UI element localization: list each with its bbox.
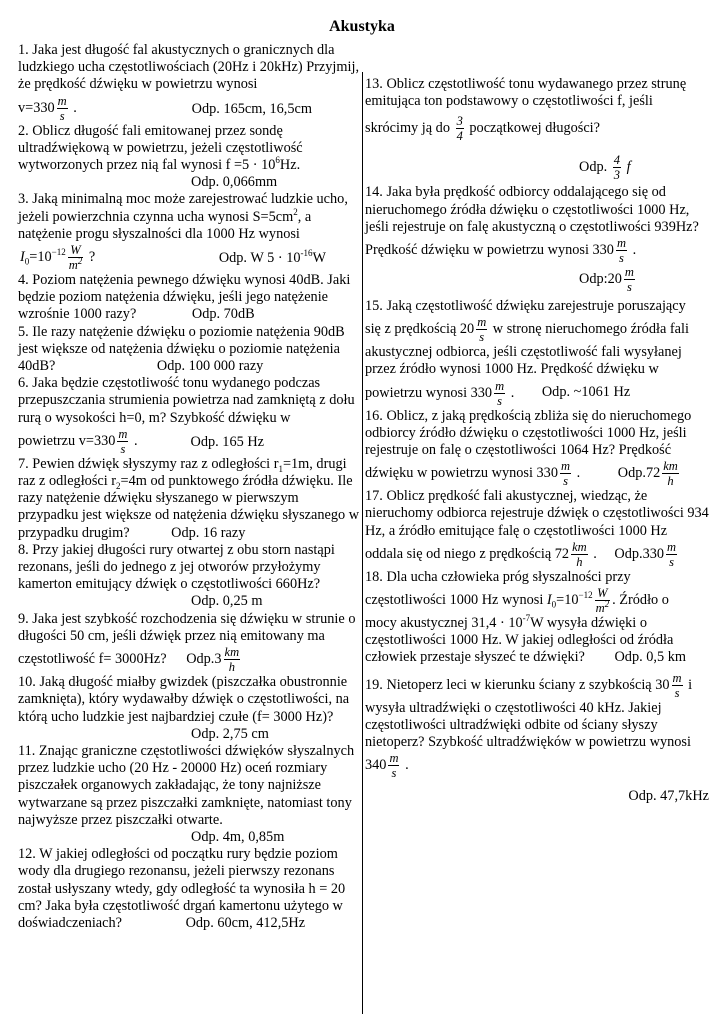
answer-8: Odp. 0,25 m bbox=[191, 593, 263, 610]
problem-7: 7. Pewien dźwięk słyszymy raz z odległości $r_1=1m$, drugi raz z odległości $r_2=4m$ od punktowego źródła dźwięku. Ile razy natężenie dźwięku słyszanego w pierwszym przypadku jest większe od natężenia dźwięku słyszanego w przypadku drugim? Odp. 16 razy bbox=[18, 455, 360, 541]
unit-m-per-s: $\frac{m}{s}$ bbox=[616, 236, 626, 266]
problem-6-speed-line: powietrzu v=330 $\frac{m}{s}$ . Odp. 165 Hz bbox=[18, 426, 264, 456]
problem-14: 14. Jaka była prędkość odbiorcy oddalającego się od nieruchomego źródła dźwięku o częstotliwości 1000 Hz, jeśli rejestruje on falę akustyczną o częstotliwości 939Hz? bbox=[365, 184, 699, 235]
answer-15: Odp. ~1061 Hz bbox=[541, 384, 631, 401]
problem-3-intensity-line: $I_0=10^{-12}$ $\frac{W}{m^2}$ ? Odp. W $5 \cdot 10^{-16}W$ bbox=[20, 243, 326, 273]
unit-m-per-s: $\frac{m}{s}$ bbox=[477, 315, 487, 345]
unit-km-per-h: $\frac{km}{h}$ bbox=[663, 459, 678, 489]
problem-12: 12. W jakiej odległości od początku rury będzie poziom wody dla drugiego rezonansu, jeżeli pierwszy rezonans został usłyszany wtedy, gdy odległość ta wynosiła h = 20 cm? Jaka była częstotliwość drgań kamertonu użytego w doświadczeniach? Odp. 60cm, 412,5Hz bbox=[18, 846, 346, 931]
problem-1: 1. Jaka jest długość fal akustycznych o granicznych dla ludzkiego ucha częstotliwościach (20Hz i 20kHz) Przyjmij, że prędkość dźwięku w powietrzu wynosi bbox=[18, 42, 360, 93]
problem-19-speed-line: 340 $\frac{m}{s}$ . bbox=[365, 751, 409, 781]
answer-1: Odp. 165cm, 16,5cm bbox=[191, 100, 312, 117]
answer-9: Odp.3 $\frac{km}{h}$ bbox=[186, 645, 240, 675]
right-column bbox=[365, 76, 709, 805]
unit-m-per-s: $\frac{m}{s}$ bbox=[57, 93, 67, 123]
unit-m-per-s: $\frac{m}{s}$ bbox=[495, 378, 505, 408]
unit-m-per-s: $\frac{m}{s}$ bbox=[624, 265, 634, 295]
unit-m-per-s: $\frac{m}{s}$ bbox=[560, 459, 571, 489]
unit-m-per-s: $\frac{m}{s}$ bbox=[667, 539, 677, 569]
problem-5: 5. Ile razy natężenie dźwięku o poziomie natężenia 90dB jest większe od natężenia dźwięku o poziomie natężenia 40dB? Odp. 100 000 razy bbox=[18, 323, 345, 375]
problem-13: 13. Oblicz częstotliwość tonu wydawanego przez strunę emitująca ton podstawowy o częstotliwości f, jeśli bbox=[365, 76, 687, 110]
answer-11: Odp. 4m, 0,85m bbox=[191, 828, 285, 845]
answer-5: Odp. 100 000 razy bbox=[156, 358, 264, 375]
answer-4: Odp. 70dB bbox=[191, 306, 255, 323]
problem-19-body: wysyła ultradźwięki o częstotliwości 40 kHz. Jakiej częstotliwości ultradźwięki odbite od ściany słyszy nietoperz? Szybkość ultradźwięków w powietrzu wynosi bbox=[365, 699, 691, 751]
left-column bbox=[18, 42, 360, 932]
problem-10: 10. Jaką długość miałby gwizdek (piszczałka obustronnie zamknięta), który wydawałby dźwięk o częstotliwości, na którą ucho ludzkie jest najbardziej czułe (f= 3000 Hz)? bbox=[18, 674, 350, 725]
answer-18: Odp. 0,5 km bbox=[614, 649, 686, 666]
problem-4: 4. Poziom natężenia pewnego dźwięku wynosi 40dB. Jaki będzie poziom natężenia dźwięku, jeśli jego natężenie wzrośnie 1000 razy? Odp. 70dB bbox=[18, 272, 351, 323]
problem-2: 2. Oblicz długość fali emitowanej przez sondę ultradźwiękową w powietrzu, jeżeli częstotliwość wytworzonych przez nią fal wynosi $f =5 \cdot 10^6Hz$. bbox=[18, 122, 303, 174]
problem-16-speed-line: dźwięku w powietrzu wynosi 330 $\frac{m}{s}$ . Odp.72 $\frac{km}{h}$ bbox=[365, 459, 709, 488]
problem-9: 9. Jaka jest szybkość rozchodzenia się dźwięku w strunie o długości 50 cm, jeśli dźwięk przez nią emitowany ma bbox=[18, 610, 356, 644]
unit-w-per-m2: $\frac{W}{m^2}$ bbox=[595, 586, 610, 616]
problem-8: 8. Przy jakiej długości rury otwartej z obu storn nastąpi rezonans, jeśli do jednego z jej otworów przyłożymy kamerton emitujący dźwięk o częstotliwości 660Hz? bbox=[18, 541, 335, 593]
problem-16: 16. Oblicz, z jaką prędkością zbliża się do nieruchomego odbiorcy źródło dźwięku o częstotliwości 1000 Hz, jeśli rejestruje on falę o częstotliwości 1064 Hz? Prędkość bbox=[365, 407, 692, 459]
problem-9-freq-line: częstotliwość f= 3000Hz? Odp.3 $\frac{km}{h}$ bbox=[18, 645, 360, 674]
answer-6: Odp. 165 Hz bbox=[190, 433, 264, 450]
problem-3: 3. Jaką minimalną moc może zarejestrować ludzkie ucho, jeżeli powierzchnia czynna ucha wynosi $S=5cm^2$, a natężenie progu słyszalności dla 1000 Hz wynosi bbox=[18, 191, 348, 242]
problem-17: 17. Oblicz prędkość fali akustycznej, wiedząc, że nieruchomy odbiorca rejestruje dźwięk o częstotliwości 934 Hz, a źródło emitujące falę o częstotliwości 1000 Hz bbox=[365, 488, 709, 539]
column-divider bbox=[362, 72, 363, 1014]
problem-18-intensity-line: częstotliwości 1000 Hz wynosi $I_0=10^{-12}$ $\frac{W}{m^2}$ . Źródło o bbox=[365, 586, 669, 616]
problem-15-speed-line: się z prędkością 20 $\frac{m}{s}$ w stronę nieruchomego źródła fali akustycznej odbiorca, jeśli częstotliwość fali wysyłanej przez źródło wynosi 1000 Hz. Prędkość dźwięku w bbox=[365, 315, 689, 378]
problem-18-tail: mocy akustycznej $31,4 \cdot 10^{-7}W$ wysyła dźwięki o częstotliwości 1000 Hz. W jakiej odległości od źródła człowiek przestaje słyszeć te dźwięki? Odp. 0,5 km bbox=[365, 613, 686, 666]
answer-13: Odp. $\frac{4}{3}$ f bbox=[579, 153, 631, 183]
unit-m-per-s: $\frac{m}{s}$ bbox=[389, 751, 399, 781]
answer-7: Odp. 16 razy bbox=[171, 524, 246, 541]
unit-m-per-s: $\frac{m}{s}$ bbox=[118, 426, 128, 456]
problem-17-speed-line: oddala się od niego z prędkością 72 $\frac{km}{h}$ . Odp.330 $\frac{m}{s}$ bbox=[365, 540, 709, 569]
answer-16: Odp.72 $\frac{km}{h}$ bbox=[617, 459, 678, 489]
answer-17: Odp.330 $\frac{m}{s}$ bbox=[614, 539, 677, 569]
answer-14: Odp:20 $\frac{m}{s}$ bbox=[579, 265, 634, 295]
problem-15-tail: powietrzu wynosi 330 $\frac{m}{s}$ . Odp. ~1061 Hz bbox=[365, 378, 631, 408]
problem-13-fraction-line: skrócimy ją do $\frac{3}{4}$ początkowej długości? bbox=[365, 114, 601, 144]
problem-1-speed-line: v=330 $\frac{m}{s}$ . Odp. 165cm, 16,5cm bbox=[18, 93, 312, 123]
fraction-three-quarters: $\frac{3}{4}$ bbox=[456, 114, 463, 144]
unit-m-per-s: $\frac{m}{s}$ bbox=[672, 670, 682, 700]
answer-12: Odp. 60cm, 412,5Hz bbox=[185, 914, 306, 931]
unit-w-per-m2: $\frac{W}{m^2}$ bbox=[68, 243, 83, 273]
answer-10: Odp. 2,75 cm bbox=[191, 725, 269, 742]
problem-11: 11. Znając graniczne częstotliwości dźwięków słyszalnych przez ludzkie ucho (20 Hz - 20000 Hz) oceń rozmiary piszczałek organowych zakładając, że tony najniższe wytwarzane są przez piszczałki zamknięte, natomiast tony najwyższe przez piszczałki otwarte. bbox=[18, 742, 355, 828]
problem-14-speed-line: Prędkość dźwięku w powietrzu wynosi 330 $\frac{m}{s}$ . bbox=[365, 236, 637, 266]
problem-18: 18. Dla ucha człowieka próg słyszalności przy bbox=[365, 568, 631, 585]
unit-km-per-h: $\frac{km}{h}$ bbox=[572, 539, 587, 569]
answer-2: Odp. 0,066mm bbox=[191, 174, 278, 191]
fraction-four-thirds: $\frac{4}{3}$ bbox=[613, 153, 621, 183]
unit-km-per-h: $\frac{km}{h}$ bbox=[224, 645, 240, 675]
problem-6: 6. Jaka będzie częstotliwość tonu wydanego podczas przepuszczania strumienia powietrza nad zamkniętą z dołu rurą o wysokości h=0, m? Szybkość dźwięku w bbox=[18, 375, 355, 426]
page-title: Akustyka bbox=[329, 18, 395, 35]
problem-19: 19. Nietoperz leci w kierunku ściany z szybkością 30 $\frac{m}{s}$ i bbox=[365, 670, 693, 700]
problem-15: 15. Jaką częstotliwość dźwięku zarejestruje poruszający bbox=[365, 298, 686, 315]
answer-19: Odp. 47,7kHz bbox=[628, 788, 709, 805]
answer-3: Odp. W $5 \cdot 10^{-16}W$ bbox=[218, 248, 326, 267]
